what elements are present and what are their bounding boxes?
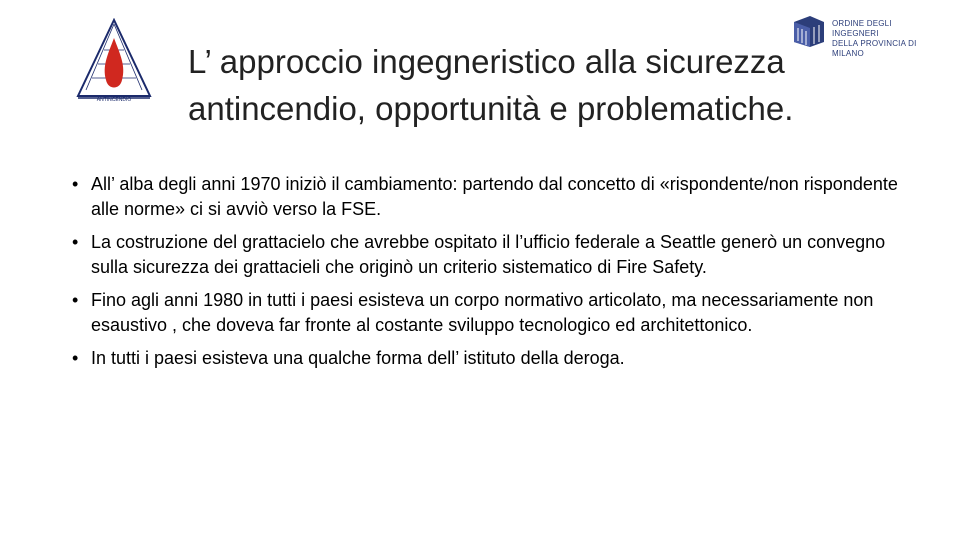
bullet-item (72, 230, 902, 279)
bullet-item (72, 346, 902, 371)
org-line-2: DELLA PROVINCIA DI MILANO (832, 39, 917, 58)
bullet-marker: • (72, 232, 79, 252)
bullet-marker: • (72, 348, 79, 368)
org-line-1: ORDINE DEGLI INGEGNERI (832, 19, 892, 38)
bullet-list (72, 172, 902, 380)
bullet-text: In tutti i paesi esisteva una qualche forma dell’ istituto della deroga. (91, 348, 625, 368)
bullet-item (72, 288, 902, 337)
bullet-text: Fino agli anni 1980 in tutti i paesi esisteva un corpo normativo articolato, ma necessariamente non esaustivo , che doveva far fronte al costante sviluppo tecnologico ed architettonico. (91, 290, 874, 335)
title-line-2: antincendio, opportunità e problematiche. (188, 90, 794, 127)
bullet-marker: • (72, 290, 79, 310)
slide-title (188, 38, 928, 132)
bullet-text: La costruzione del grattacielo che avrebbe ospitato il l’ufficio federale a Seattle generò un convegno sulla sicurezza dei grattacieli che originò un criterio sistematico di Fire Safety. (91, 232, 886, 277)
logo-caption: ANTINCENDIO (96, 97, 132, 102)
title-line-1: L’ approccio ingegneristico alla sicurezza (188, 43, 785, 80)
bullet-item (72, 172, 902, 221)
bullet-text: All’ alba degli anni 1970 iniziò il cambiamento: partendo dal concetto di «rispondente/non rispondente alle norme» ci si avviò verso la FSE. (91, 174, 898, 219)
flame-triangle-icon (72, 18, 156, 102)
bullet-marker: • (72, 174, 79, 194)
fire-safety-logo (72, 18, 156, 102)
